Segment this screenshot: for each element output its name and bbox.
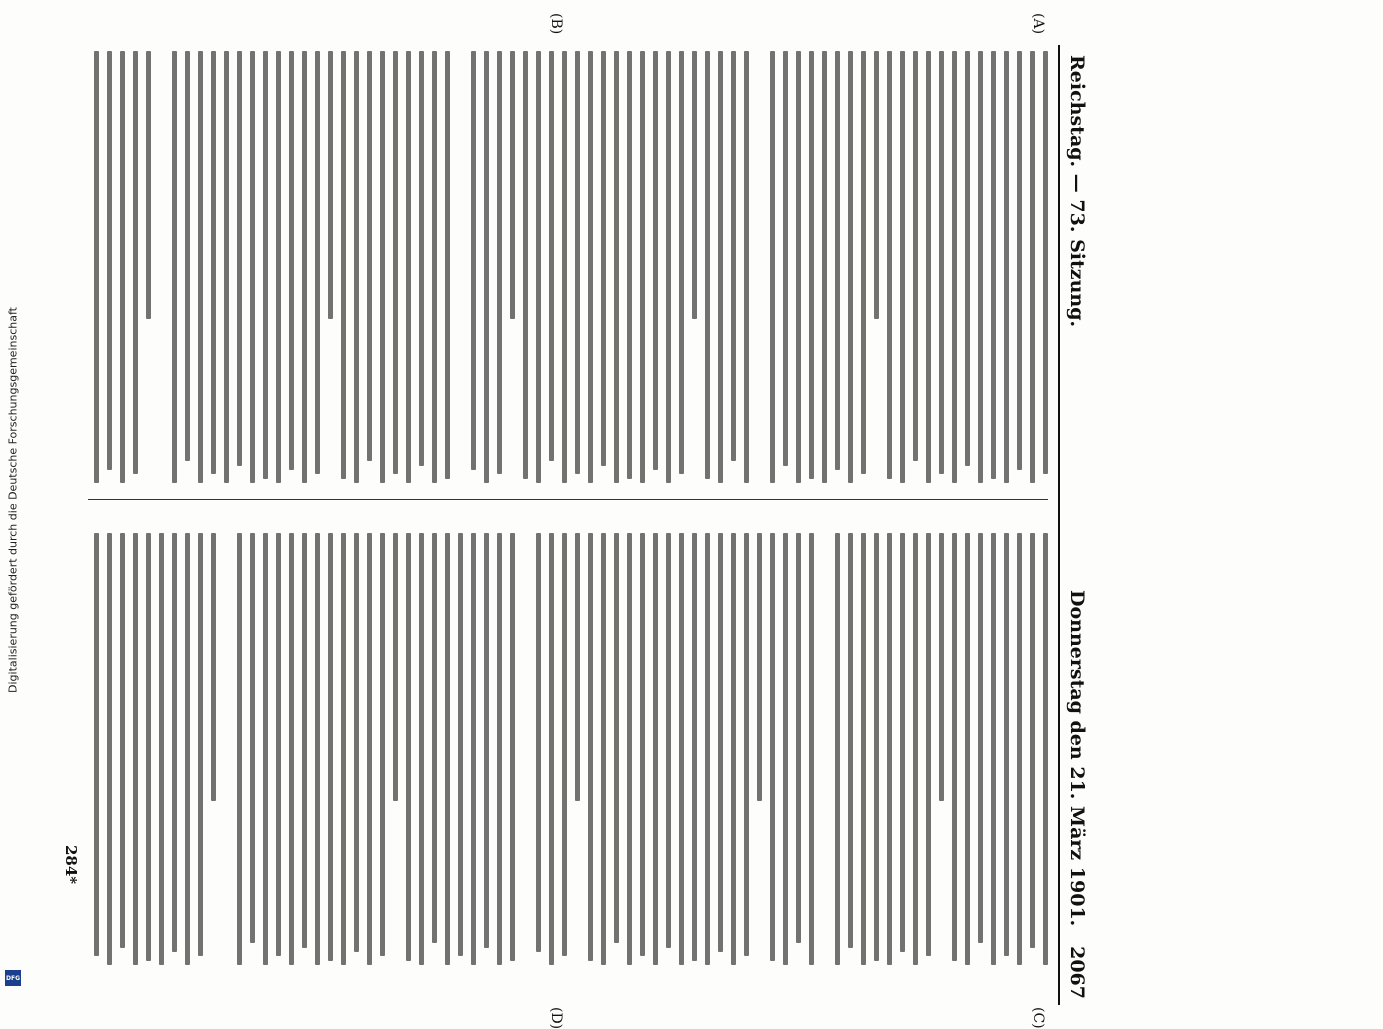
text-line xyxy=(354,533,359,952)
text-line xyxy=(497,533,502,965)
page-number: 2067 xyxy=(1066,946,1088,999)
text-line xyxy=(393,533,398,801)
text-line xyxy=(263,533,268,965)
text-line xyxy=(328,533,333,961)
text-line xyxy=(549,51,554,461)
text-line xyxy=(315,51,320,474)
text-line xyxy=(536,51,541,483)
text-line xyxy=(588,51,593,483)
text-line xyxy=(952,533,957,961)
text-line xyxy=(185,51,190,461)
text-line xyxy=(627,533,632,965)
margin-mark-c: (C) xyxy=(1030,1007,1046,1029)
digitization-credit xyxy=(2,10,24,990)
text-line xyxy=(1017,51,1022,470)
text-line xyxy=(523,533,528,965)
text-line xyxy=(120,51,125,483)
text-line xyxy=(250,51,255,483)
text-line xyxy=(809,533,814,965)
text-line xyxy=(822,533,827,956)
text-line xyxy=(302,533,307,948)
text-line xyxy=(458,533,463,956)
margin-mark-a: (A) xyxy=(1030,13,1046,35)
text-line xyxy=(432,51,437,483)
text-line xyxy=(393,51,398,474)
text-line xyxy=(549,533,554,965)
text-line xyxy=(1043,51,1048,474)
text-line xyxy=(705,533,710,965)
text-line xyxy=(978,51,983,483)
text-line xyxy=(770,51,775,483)
margin-mark-b: (B) xyxy=(548,13,564,35)
text-line xyxy=(510,51,515,319)
text-line xyxy=(575,533,580,801)
text-line xyxy=(133,51,138,474)
text-line xyxy=(146,533,151,961)
text-line xyxy=(211,51,216,474)
text-line xyxy=(224,533,229,961)
text-line xyxy=(471,51,476,470)
text-line xyxy=(718,533,723,952)
text-line xyxy=(939,533,944,801)
text-line xyxy=(822,51,827,483)
text-line xyxy=(146,51,151,319)
text-line xyxy=(432,533,437,943)
text-line xyxy=(900,533,905,952)
text-line xyxy=(601,51,606,466)
text-line xyxy=(380,51,385,483)
text-line xyxy=(796,533,801,943)
text-line xyxy=(107,51,112,470)
session-date: Donnerstag den 21. März 1901. xyxy=(1066,590,1088,927)
text-line xyxy=(926,51,931,483)
text-line xyxy=(198,51,203,483)
text-line xyxy=(1004,51,1009,483)
text-line xyxy=(523,51,528,479)
text-line xyxy=(705,51,710,479)
text-line xyxy=(861,533,866,965)
text-line xyxy=(835,51,840,470)
text-line xyxy=(1043,533,1048,965)
text-line xyxy=(302,51,307,483)
text-line xyxy=(263,51,268,479)
text-line xyxy=(185,533,190,965)
text-line xyxy=(640,51,645,483)
text-line xyxy=(276,51,281,483)
text-line xyxy=(1030,533,1035,948)
text-line xyxy=(848,533,853,948)
page-header xyxy=(1058,45,1092,1005)
text-line xyxy=(783,533,788,965)
text-line xyxy=(965,51,970,466)
text-line xyxy=(354,51,359,483)
text-line xyxy=(848,51,853,483)
text-line xyxy=(562,51,567,483)
text-line xyxy=(653,51,658,470)
text-line xyxy=(679,533,684,965)
text-line xyxy=(874,51,879,319)
text-line xyxy=(926,533,931,956)
text-line xyxy=(367,51,372,461)
text-line xyxy=(809,51,814,479)
text-line xyxy=(120,533,125,948)
text-line xyxy=(718,51,723,483)
text-line xyxy=(666,51,671,483)
text-line xyxy=(770,533,775,961)
text-line xyxy=(692,533,697,961)
text-line xyxy=(406,51,411,483)
text-line xyxy=(484,51,489,483)
text-line xyxy=(237,533,242,965)
text-line xyxy=(887,533,892,965)
text-line xyxy=(991,51,996,479)
text-line xyxy=(276,533,281,956)
text-line xyxy=(744,51,749,483)
text-line xyxy=(198,533,203,956)
text-line xyxy=(835,533,840,965)
margin-mark-d: (D) xyxy=(548,1007,564,1029)
text-line xyxy=(861,51,866,474)
text-line xyxy=(978,533,983,943)
text-line xyxy=(328,51,333,319)
text-line xyxy=(159,51,164,479)
text-line xyxy=(952,51,957,483)
text-line xyxy=(250,533,255,943)
text-line xyxy=(133,533,138,965)
text-line xyxy=(172,51,177,483)
text-line xyxy=(224,51,229,483)
sheet-signature: 284* xyxy=(62,845,80,885)
text-line xyxy=(887,51,892,479)
text-line xyxy=(692,51,697,319)
text-line xyxy=(380,533,385,956)
text-line xyxy=(757,533,762,801)
text-line xyxy=(757,51,762,474)
text-line xyxy=(744,533,749,956)
text-line xyxy=(991,533,996,965)
text-line xyxy=(588,533,593,961)
text-line xyxy=(614,51,619,483)
text-line xyxy=(666,533,671,948)
text-line xyxy=(341,533,346,965)
text-line xyxy=(653,533,658,965)
text-line xyxy=(731,533,736,965)
text-line xyxy=(367,533,372,965)
text-line xyxy=(107,533,112,965)
text-line xyxy=(94,533,99,956)
text-line xyxy=(341,51,346,479)
text-line xyxy=(159,533,164,965)
text-line xyxy=(783,51,788,466)
session-title: Reichstag. — 73. Sitzung. xyxy=(1066,55,1088,328)
text-line xyxy=(289,51,294,470)
text-line xyxy=(913,533,918,965)
rotated-page xyxy=(47,5,1092,1029)
text-line xyxy=(445,51,450,479)
column-divider xyxy=(88,499,1048,500)
text-line xyxy=(796,51,801,483)
credit-text: Digitalisierung gefördert durch die Deutsche Forschungsgemeinschaft xyxy=(6,307,20,693)
text-line xyxy=(562,533,567,956)
text-line xyxy=(874,533,879,961)
text-column-right xyxy=(88,533,1048,965)
text-line xyxy=(939,51,944,474)
text-line xyxy=(614,533,619,943)
text-column-left xyxy=(88,51,1048,483)
text-line xyxy=(965,533,970,965)
text-line xyxy=(1017,533,1022,965)
text-line xyxy=(913,51,918,461)
text-line xyxy=(731,51,736,461)
text-line xyxy=(406,533,411,961)
dfg-logo: DFG xyxy=(5,970,21,986)
text-line xyxy=(315,533,320,965)
text-line xyxy=(497,51,502,474)
text-line xyxy=(445,533,450,965)
text-line xyxy=(640,533,645,956)
text-line xyxy=(172,533,177,952)
text-line xyxy=(419,533,424,965)
text-line xyxy=(419,51,424,466)
text-line xyxy=(1030,51,1035,483)
text-line xyxy=(627,51,632,479)
text-line xyxy=(94,51,99,483)
text-line xyxy=(471,533,476,965)
text-line xyxy=(289,533,294,965)
text-line xyxy=(211,533,216,801)
text-line xyxy=(575,51,580,474)
text-line xyxy=(510,533,515,961)
text-line xyxy=(679,51,684,474)
text-line xyxy=(1004,533,1009,956)
text-line xyxy=(900,51,905,483)
text-line xyxy=(237,51,242,466)
text-line xyxy=(458,51,463,483)
text-line xyxy=(536,533,541,952)
text-line xyxy=(484,533,489,948)
text-line xyxy=(601,533,606,965)
